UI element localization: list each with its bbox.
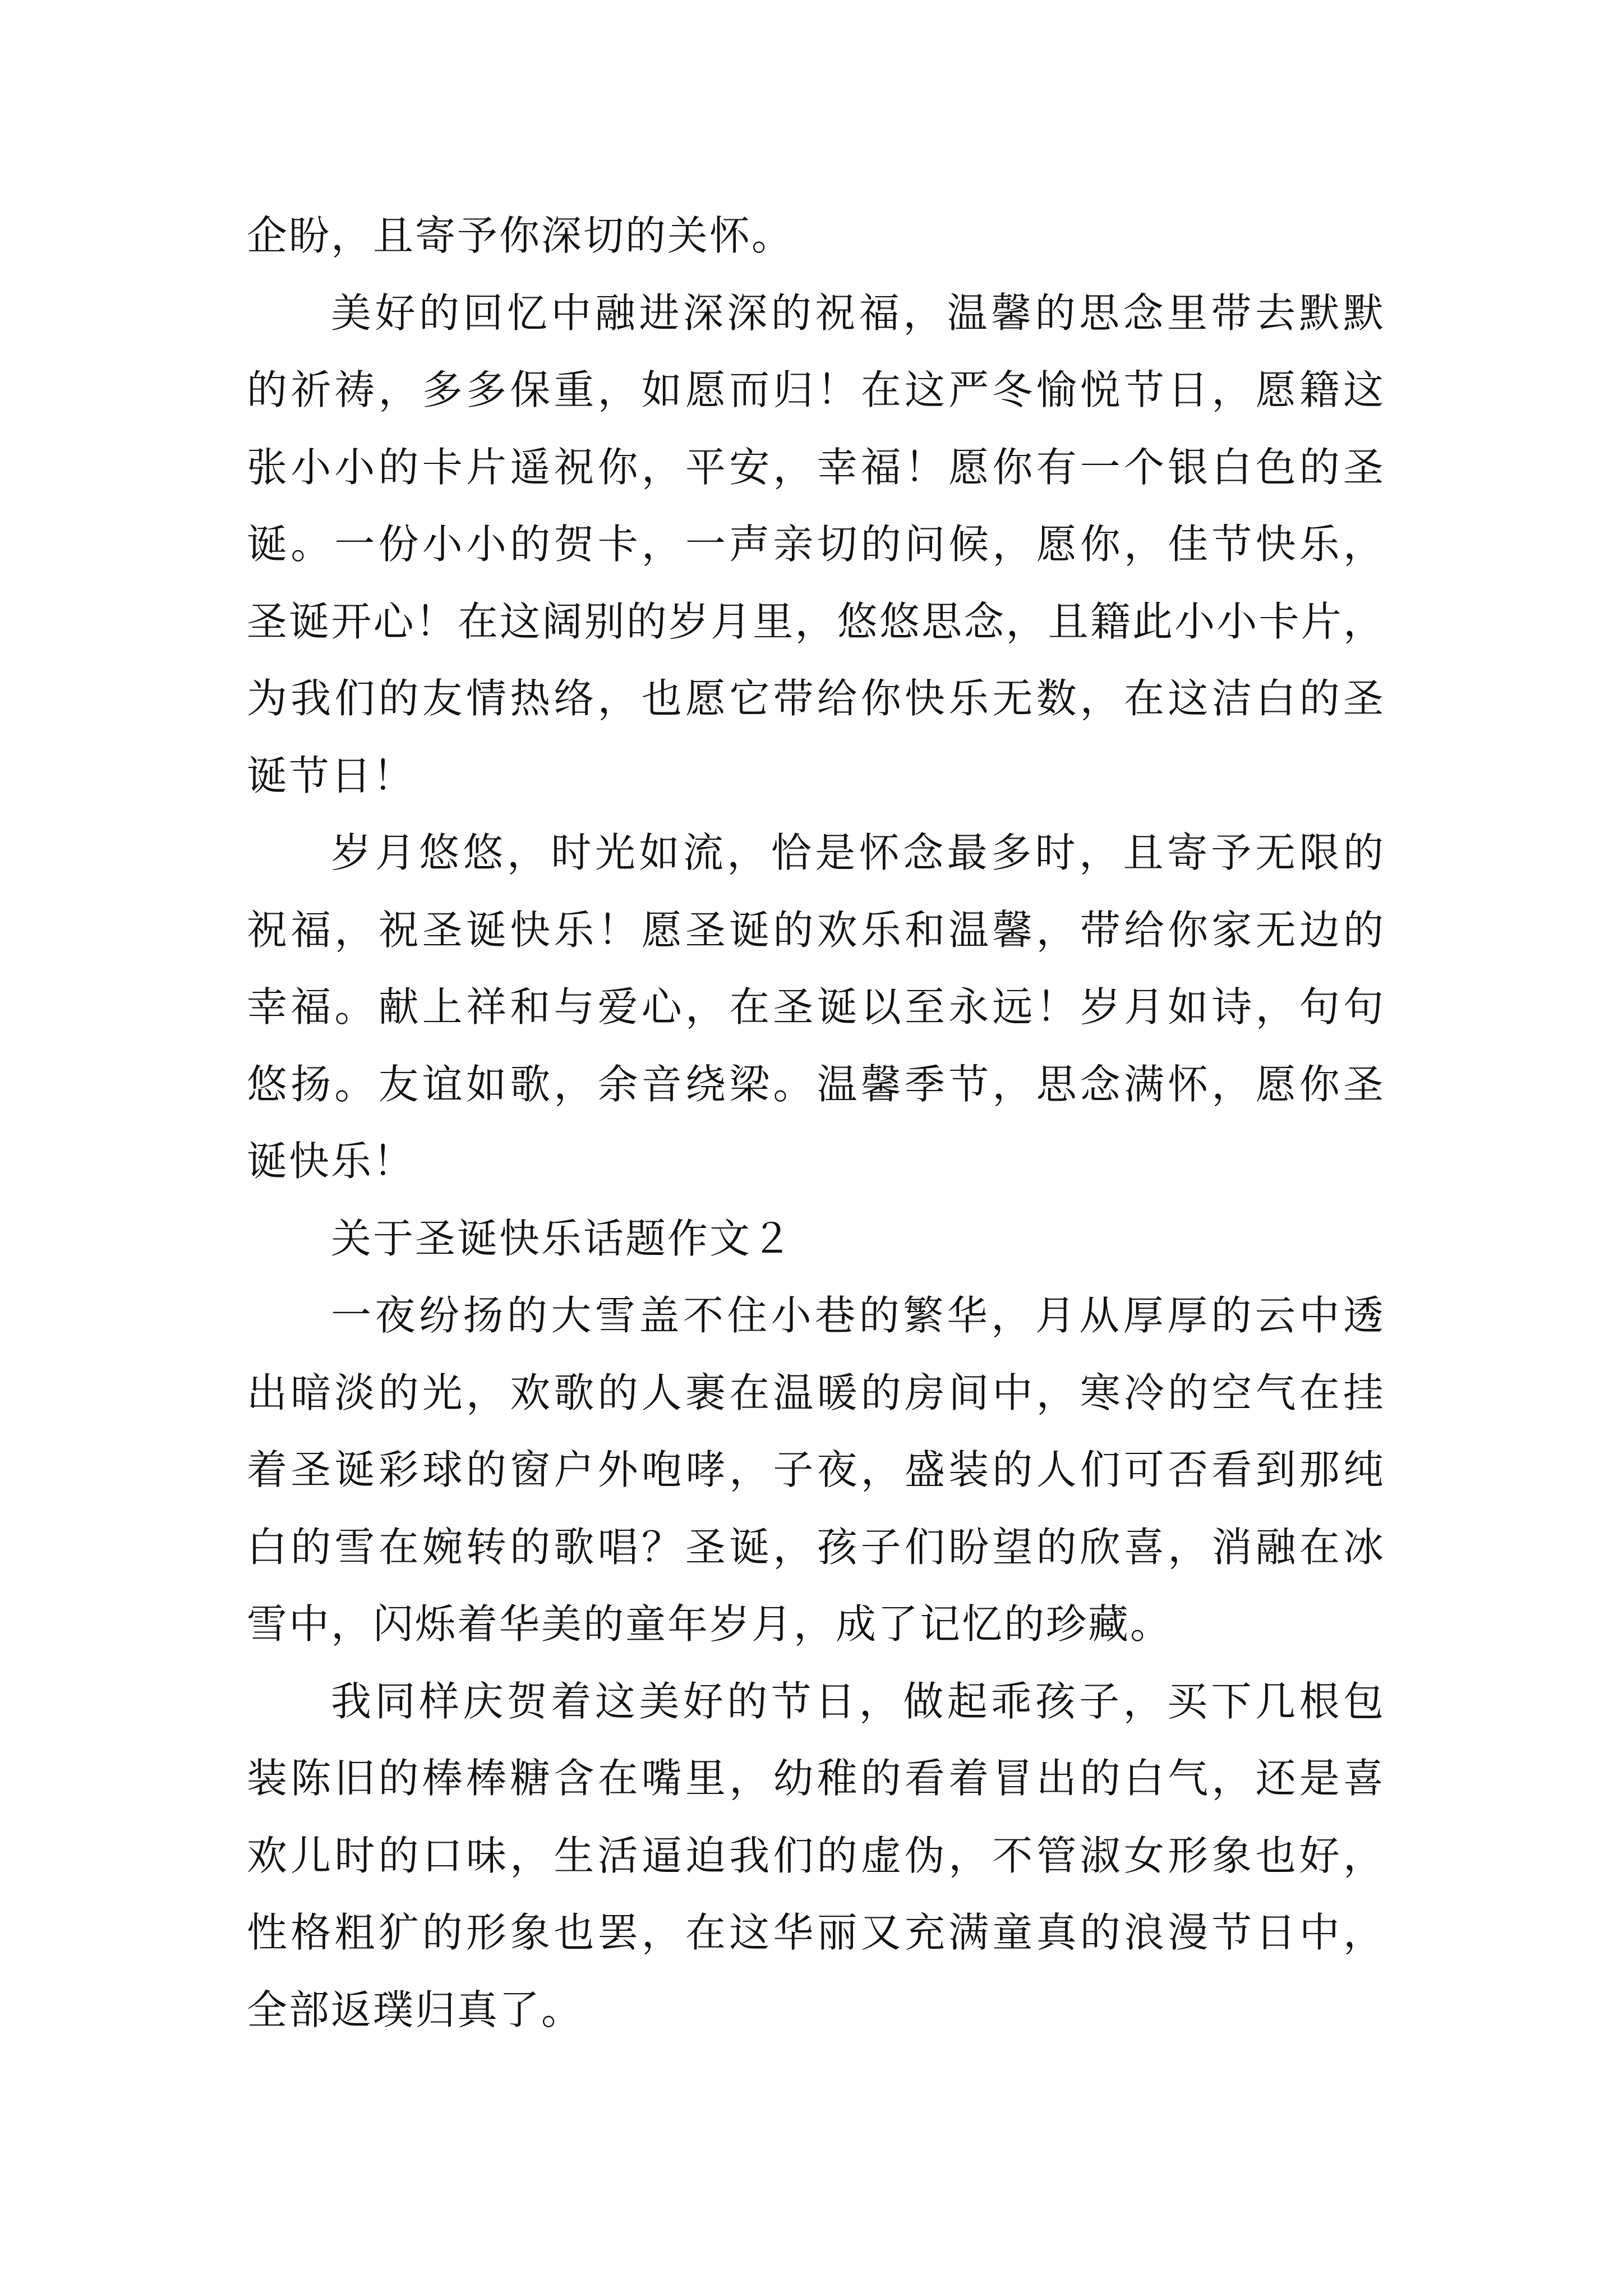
paragraph-line: 出暗淡的光，欢歌的人裹在温暖的房间中，寒冷的空气在挂	[247, 1369, 1385, 1416]
paragraph-line: 诞节日！	[247, 752, 416, 799]
paragraph-line: 装陈旧的棒棒糖含在嘴里，幼稚的看着冒出的白气，还是喜	[247, 1755, 1385, 1802]
paragraph-line: 岁月悠悠，时光如流，恰是怀念最多时，且寄予无限的	[331, 829, 1385, 876]
paragraph-line: 欢儿时的口味，生活逼迫我们的虚伪，不管淑女形象也好，	[247, 1832, 1385, 1879]
paragraph-line: 性格粗犷的形象也罢，在这华丽又充满童真的浪漫节日中，	[247, 1909, 1385, 1956]
paragraph-line: 着圣诞彩球的窗户外咆哮，子夜，盛装的人们可否看到那纯	[247, 1446, 1385, 1493]
section-heading: 关于圣诞快乐话题作文２	[331, 1214, 794, 1262]
paragraph-line: 的祈祷，多多保重，如愿而归！在这严冬愉悦节日，愿籍这	[247, 366, 1385, 413]
paragraph-line: 幸福。献上祥和与爱心，在圣诞以至永远！岁月如诗，句句	[247, 983, 1385, 1030]
paragraph-line: 雪中，闪烁着华美的童年岁月，成了记忆的珍藏。	[247, 1600, 1173, 1648]
paragraph-line: 悠扬。友谊如歌，余音绕梁。温馨季节，思念满怀，愿你圣	[247, 1060, 1385, 1108]
paragraph-line: 一夜纷扬的大雪盖不住小巷的繁华，月从厚厚的云中透	[331, 1292, 1385, 1339]
paragraph-line: 为我们的友情热络，也愿它带给你快乐无数，在这洁白的圣	[247, 675, 1385, 722]
document-body	[247, 197, 1385, 2049]
paragraph-line: 白的雪在婉转的歌唱？圣诞，孩子们盼望的欣喜，消融在冰	[247, 1523, 1385, 1571]
paragraph-line: 我同样庆贺着这美好的节日，做起乖孩子，买下几根包	[331, 1677, 1385, 1725]
paragraph-line: 全部返璞归真了。	[247, 1986, 584, 2033]
paragraph-line: 美好的回忆中融进深深的祝福，温馨的思念里带去默默	[331, 289, 1385, 337]
paragraph-line: 圣诞开心！在这阔别的岁月里，悠悠思念，且籍此小小卡片，	[247, 597, 1385, 645]
paragraph-line: 祝福，祝圣诞快乐！愿圣诞的欢乐和温馨，带给你家无边的	[247, 906, 1385, 954]
paragraph-line: 诞快乐！	[247, 1138, 416, 1185]
paragraph-line: 诞。一份小小的贺卡，一声亲切的问候，愿你，佳节快乐，	[247, 521, 1385, 568]
paragraph-line: 张小小的卡片遥祝你，平安，幸福！愿你有一个银白色的圣	[247, 443, 1385, 491]
paragraph-line: 企盼，且寄予你深切的关怀。	[247, 212, 794, 259]
